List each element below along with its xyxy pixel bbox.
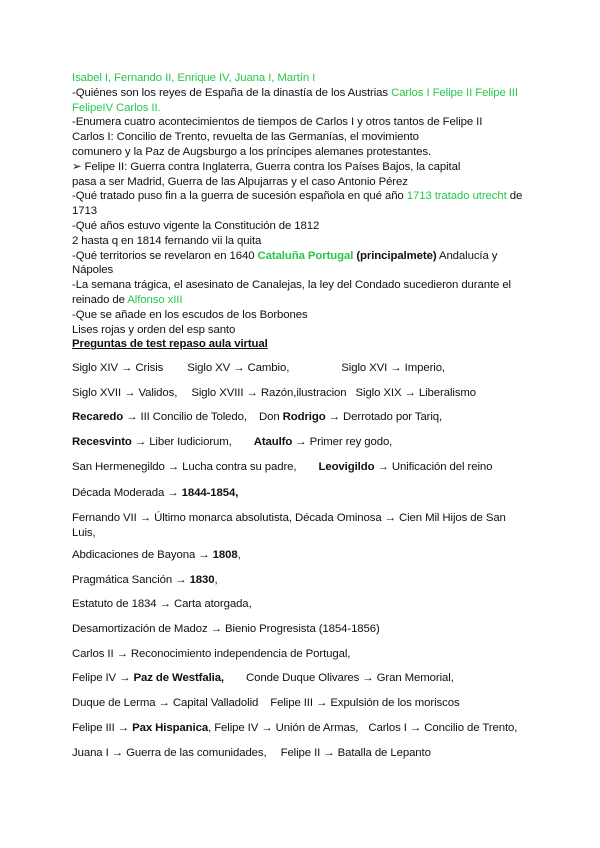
test-item: Siglo XIX → Liberalismo — [355, 387, 477, 399]
constitucion-question: -Qué años estuvo vigente la Constitución de 1812 — [72, 219, 320, 232]
test-item: Felipe III → Expulsión de los moriscos — [270, 697, 460, 709]
test-item: Década Moderada → — [72, 487, 182, 499]
test-row-14 — [72, 696, 532, 711]
section-heading: Preguntas de test repaso aula virtual — [72, 338, 268, 351]
test-row-8 — [72, 548, 532, 563]
question-text: -Qué territorios se revelaron en 1640 — [72, 249, 258, 262]
escudos-question: -Que se añade en los escudos de los Borbones — [72, 308, 308, 321]
answer-tail: Andalucía y Nápoles — [72, 249, 498, 277]
test-item: Duque de Lerma → Capital Valladolid — [72, 697, 259, 709]
answer-bold: (principalmete) — [353, 249, 437, 262]
test-item: Siglo XIV → Crisis — [72, 362, 164, 374]
test-item: Juana I → Guerra de las comunidades, — [72, 747, 267, 759]
test-row-2 — [72, 386, 532, 401]
test-item: → Liber Iudiciorum, — [131, 436, 232, 448]
constitucion-answer: 2 hasta q en 1814 fernando vii la quita — [72, 234, 262, 247]
test-item: Siglo XVI → Imperio, — [341, 362, 446, 374]
escudos-answer: Lises rojas y orden del esp santo — [72, 323, 236, 336]
test-row-9 — [72, 573, 532, 588]
answer-text: Cataluña Portugal — [257, 249, 354, 262]
felipe-line-2: pasa a ser Madrid, Guerra de las Alpujarras y el caso Antonio Pérez — [72, 175, 408, 188]
test-row-1 — [72, 361, 532, 376]
test-item: → Derrotado por Tariq, — [325, 411, 443, 423]
test-row-16 — [72, 746, 532, 761]
test-row-11: Desamortización de Madoz → Bienio Progresista (1854-1856) — [72, 623, 380, 635]
question-tail: de 1713 — [72, 190, 523, 218]
semana-question — [72, 278, 527, 308]
test-item: Felipe III → — [72, 722, 133, 734]
test-row-4 — [72, 435, 532, 450]
test-item: → Primer rey godo, — [292, 436, 393, 448]
answer-text: Carlos I Felipe II Felipe III FelipeIV Carlos II. — [72, 86, 518, 114]
test-item: , — [237, 549, 241, 561]
test-item: , Felipe IV → Unión de Armas, — [208, 722, 359, 734]
kings-text: Isabel I, Fernando II, Enrique IV, Juana I, Martín I — [72, 72, 316, 84]
test-item: San Hermenegildo → Lucha contra su padre, — [72, 461, 297, 473]
notes-section — [72, 71, 527, 352]
test-term: 1808 — [212, 549, 238, 561]
test-item: Felipe IV → — [72, 672, 134, 684]
test-term: Rodrigo — [282, 411, 326, 423]
test-item: Siglo XV → Cambio, — [187, 362, 290, 374]
test-item: Felipe II → Batalla de Lepanto — [280, 747, 431, 759]
test-term: Leovigildo — [318, 461, 375, 473]
test-row-15 — [72, 721, 532, 736]
answer-text: Alfonso xIII — [127, 293, 183, 306]
tratado-question — [72, 189, 527, 219]
territorios-question — [72, 249, 527, 279]
test-row-5 — [72, 460, 532, 475]
test-item: → Unificación del reino — [374, 461, 493, 473]
felipe-line-1: ➢ Felipe II: Guerra contra Inglaterra, Guerra contra los Países Bajos, la capital — [72, 160, 461, 173]
test-term: Paz de Westfalia, — [133, 672, 224, 684]
test-row-6 — [72, 486, 532, 501]
test-item: , — [214, 574, 218, 586]
test-item: Siglo XVII → Validos, — [72, 387, 178, 399]
carlos-felipe-question: -Enumera cuatro acontecimientos de tiempos de Carlos I y otros tantos de Felipe II — [72, 116, 483, 129]
carlos-line-2: comunero y la Paz de Augsburgo a los príncipes alemanes protestantes. — [72, 145, 432, 158]
test-item: → III Concilio de Toledo, — [123, 411, 247, 423]
test-row-12: Carlos II → Reconocimiento independencia de Portugal, — [72, 648, 351, 660]
austrias-question — [72, 86, 527, 116]
test-item: Pragmática Sanción → — [72, 574, 190, 586]
kings-line — [72, 71, 527, 86]
test-term: 1844-1854, — [181, 487, 239, 499]
test-row-13 — [72, 671, 532, 686]
test-item: Conde Duque Olivares → Gran Memorial, — [246, 672, 454, 684]
test-row-10: Estatuto de 1834 → Carta atorgada, — [72, 598, 252, 610]
question-text: -Qué tratado puso fin a la guerra de sucesión española en qué año — [72, 190, 407, 203]
test-term: Recesvinto — [72, 436, 132, 448]
test-item: Abdicaciones de Bayona → — [72, 549, 213, 561]
test-item: Don — [258, 411, 283, 423]
test-item: Siglo XVIII → Razón,ilustracion — [191, 387, 347, 399]
test-term: Recaredo — [72, 411, 124, 423]
test-term: Ataulfo — [253, 436, 293, 448]
test-term: 1830 — [189, 574, 215, 586]
test-row-3 — [72, 410, 532, 425]
test-item: Carlos I → Concilio de Trento, — [368, 722, 518, 734]
carlos-line-1: Carlos I: Concilio de Trento, revuelta de las Germanías, el movimiento — [72, 131, 419, 144]
question-text: -La semana trágica, el asesinato de Canalejas, la ley del Condado sucedieron durante el reinado de — [72, 279, 511, 306]
answer-text: 1713 tratado utrecht — [406, 190, 507, 203]
test-row-7: Fernando VII → Último monarca absolutista, Década Ominosa → Cien Mil Hijos de San Luis, — [72, 512, 506, 539]
test-term: Pax Hispanica — [132, 722, 209, 734]
question-text: -Quiénes son los reyes de España de la dinastía de los Austrias — [72, 86, 392, 99]
